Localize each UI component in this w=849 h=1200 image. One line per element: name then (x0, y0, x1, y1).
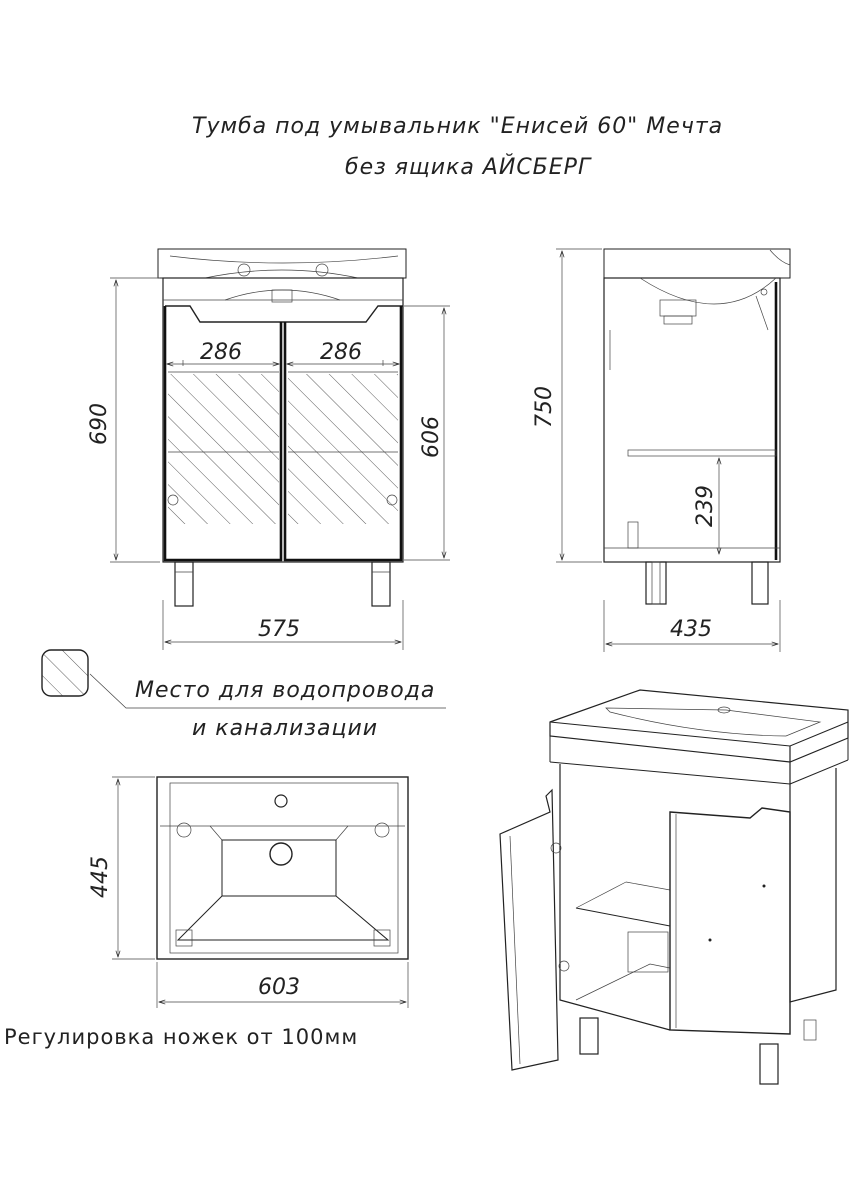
dim-front-height: 690 (87, 403, 112, 445)
dim-side-height: 750 (532, 386, 557, 428)
top-view (88, 777, 408, 1008)
drawing-title-line1: Тумба под умывальник "Енисей 60" Мечта (192, 114, 724, 139)
front-view (87, 249, 450, 650)
footer-note: Регулировка ножек от 100мм (4, 1025, 359, 1049)
dim-side-depth: 435 (670, 617, 712, 642)
side-view (532, 249, 790, 652)
dim-top-width: 603 (258, 975, 300, 1000)
legend-label-line1: Место для водопровода (135, 678, 436, 703)
drawing-title-line2: без ящика АЙСБЕРГ (345, 155, 592, 180)
legend-label-line2: и канализации (192, 716, 379, 741)
dim-top-depth: 445 (88, 856, 113, 898)
dim-door-left: 286 (200, 340, 242, 365)
dim-door-height: 606 (419, 416, 444, 458)
isometric-view (500, 690, 848, 1084)
dim-front-width: 575 (258, 617, 300, 642)
dim-door-right: 286 (320, 340, 362, 365)
dim-shelf-height: 239 (693, 485, 718, 527)
